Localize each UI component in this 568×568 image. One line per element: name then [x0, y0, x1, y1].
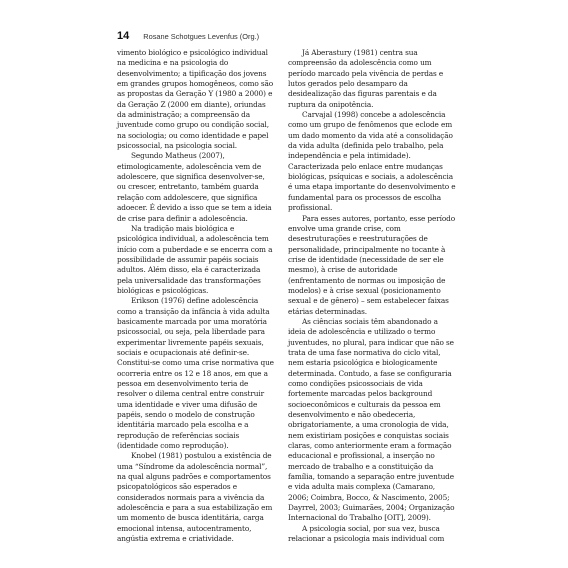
left-column — [117, 48, 275, 545]
paragraph: Já Aberastury (1981) centra sua compreensão da adolescência como um período marcado pela vivência de perdas e lutos gerados pelo desamparo da desidealização das figuras parentais e da ruptura da onipotência. — [288, 48, 444, 109]
page-header — [117, 30, 458, 44]
paragraph: Segundo Matheus (2007), etimologicamente, adolescência vem de adolescere, que significa desenvolver-se, ou crescer, entretanto, também guarda relação com addolescere, que significa adoecer. É devido a isso que se tem a ideia de crise para definir a adolescência. — [117, 151, 272, 223]
paragraph: Carvajal (1998) concebe a adolescência como um grupo de fenômenos que eclode em um dado momento da vida até a consolidação da vida adulta (definida pelo trabalho, pela independência e pela intimidade). Caracterizada pelo enlace entre mudanças biológicas, psíquicas e sociais, a adolescência é uma etapa importante do desenvolvimento e fundamental para os processos de escolha profissional. — [288, 110, 456, 213]
right-column — [288, 48, 456, 545]
paragraph: Para esses autores, portanto, esse período envolve uma grande crise, com desestruturações e reestruturações de personalidade, principalmente no tocante à crise de identidade (necessidade de ser ele mesmo), à crise de autoridade (enfrentamento de normas ou imposição de modelos) e à crise sexual (posicionamento sexual e de gênero) – sem estabelecer faixas etárias determinadas. — [288, 213, 456, 316]
paragraph: As ciências sociais têm abandonado a ideia de adolescência e utilizado o termo juventudes, no plural, para indicar que não se trata de uma fase normativa do ciclo vital, nem estaria psicológica e biologicamente determinada. Contudo, a fase se configuraria como condições psicossociais de vida fortemente marcadas pelos background socioeconômicos e culturais da pessoa em desenvolvimento e não obedeceria, obrigatoriamente, a uma cronologia de vida, nem existiriam posições e conquistas sociais claras, como anteriormente eram a formação educacional e profissional, a inserção no mercado de trabalho e a constituição da família, tomando a separação entre juventude e vida adulta mais complexa (Camarano, 2006; Coimbra, Bocco, & Nascimento, 2005; Dayrrel, 2003; Guimarães, 2004; Organização Internacional do Trabalho [OIT], 2009). — [288, 316, 455, 523]
paragraph: Na tradição mais biológica e psicológica individual, a adolescência tem início com a puberdade e se encerra com a possibilidade de assumir papéis sociais adultos. Além disso, ela é caracterizada pela universalidade das transformações biológicas e psicológicas. — [117, 223, 273, 295]
paragraph: vimento biológico e psicológico individual na medicina e na psicologia do desenvolvimento; a tipificação dos jovens em grandes grupos homogêneos, como são as propostas da Geração Y (1980 a 2000) e da Geração Z (2000 em diante), oriundas da administração; a compreensão da juventude como grupo ou condição social, na sociologia; ou como identidade e papel psicossocial, na psicologia social. — [117, 48, 274, 151]
paragraph: Knobel (1981) postulou a existência de uma “Síndrome da adolescência normal”, na qual alguns padrões e comportamentos psicopatológicos são esperados e considerados normais para a vivência da adolescência e para a sua estabilização em um momento de busca identitária, carga emocional intensa, autocentramento, angústia extrema e criatividade. — [117, 451, 273, 544]
page-number: 14 — [117, 30, 130, 42]
paragraph: A psicologia social, por sua vez, busca relacionar a psicologia mais individual com — [288, 523, 445, 544]
running-head: Rosane Schotgues Levenfus (Org.) — [143, 32, 260, 41]
paragraph: Erikson (1976) define adolescência como a transição da infância à vida adulta basicamente marcada por uma moratória psicossocial, ou seja, pela liberdade para experimentar livremente papéis sexuais, sociais e ocupacionais até definir-se. Constitui-se como uma crise normativa que ocorreria entre os 12 e 18 anos, em que a pessoa em desenvolvimento teria de resolver o dilema central entre construir uma identidade e viver uma difusão de papéis, sendo o modelo de construção identitária marcado pela escolha e a reprodução de referências sociais (identidade como reprodução). — [117, 296, 274, 451]
